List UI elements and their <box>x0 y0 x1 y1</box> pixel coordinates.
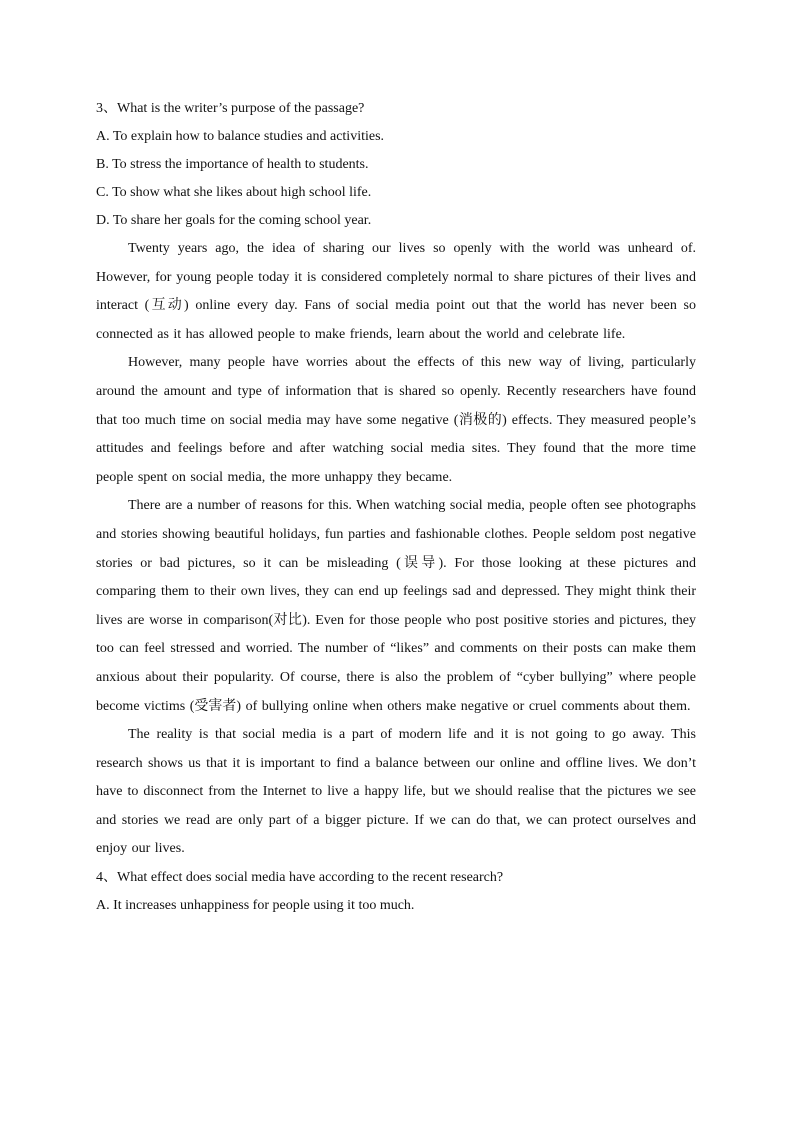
question-3-option-b: B. To stress the importance of health to students. <box>96 157 369 172</box>
question-3-option-d: D. To share her goals for the coming school year. <box>96 213 372 228</box>
question-3-stem: 3、What is the writer’s purpose of the passage? <box>96 101 365 116</box>
passage-paragraph-2: However, many people have worries about the effects of this new way of living, particularly around the amount and type of information that is shared so openly. Recently researchers have found that too much time on social media may have some negative (消极的) effects. They measured people’s attitudes and feelings before and after watching social media sites. They found that the more time people spent on social media, the more unhappy they became. <box>96 355 696 485</box>
question-4-option-a: A. It increases unhappiness for people using it too much. <box>96 898 415 914</box>
document-page <box>96 95 696 920</box>
question-4-stem: 4、What effect does social media have according to the recent research? <box>96 870 504 886</box>
question-3-option-a: A. To explain how to balance studies and activities. <box>96 129 385 144</box>
question-3-option-c: C. To show what she likes about high school life. <box>96 185 372 200</box>
passage-paragraph-1: Twenty years ago, the idea of sharing our lives so openly with the world was unheard of. However, for young people today it is considered completely normal to share pictures of their lives and interact (互动) online every day. Fans of social media point out that the world has never been so connected as it has allowed people to make friends, learn about the world and celebrate life. <box>96 241 696 342</box>
passage-paragraph-4: The reality is that social media is a part of modern life and it is not going to go away. This research shows us that it is important to find a balance between our online and offline lives. We don’t have to disconnect from the Internet to live a happy life, but we should realise that the pictures we see and stories we read are only part of a bigger picture. If we can do that, we can protect ourselves and enjoy our lives. <box>96 727 696 857</box>
passage-paragraph-3: There are a number of reasons for this. When watching social media, people often see photographs and stories showing beautiful holidays, fun parties and fashionable clothes. People seldom post negative stories or bad pictures, so it can be misleading (误导). For those looking at these pictures and comparing them to their own lives, they can end up feelings sad and depressed. They might think their lives are worse in comparison(对比). Even for those people who post positive stories and pictures, they too can feel stressed and worried. The number of “likes” and comments on their posts can make them anxious about their popularity. Of course, there is also the problem of “cyber bullying” where people become victims (受害者) of bullying online when others make negative or cruel comments about them. <box>96 498 696 714</box>
